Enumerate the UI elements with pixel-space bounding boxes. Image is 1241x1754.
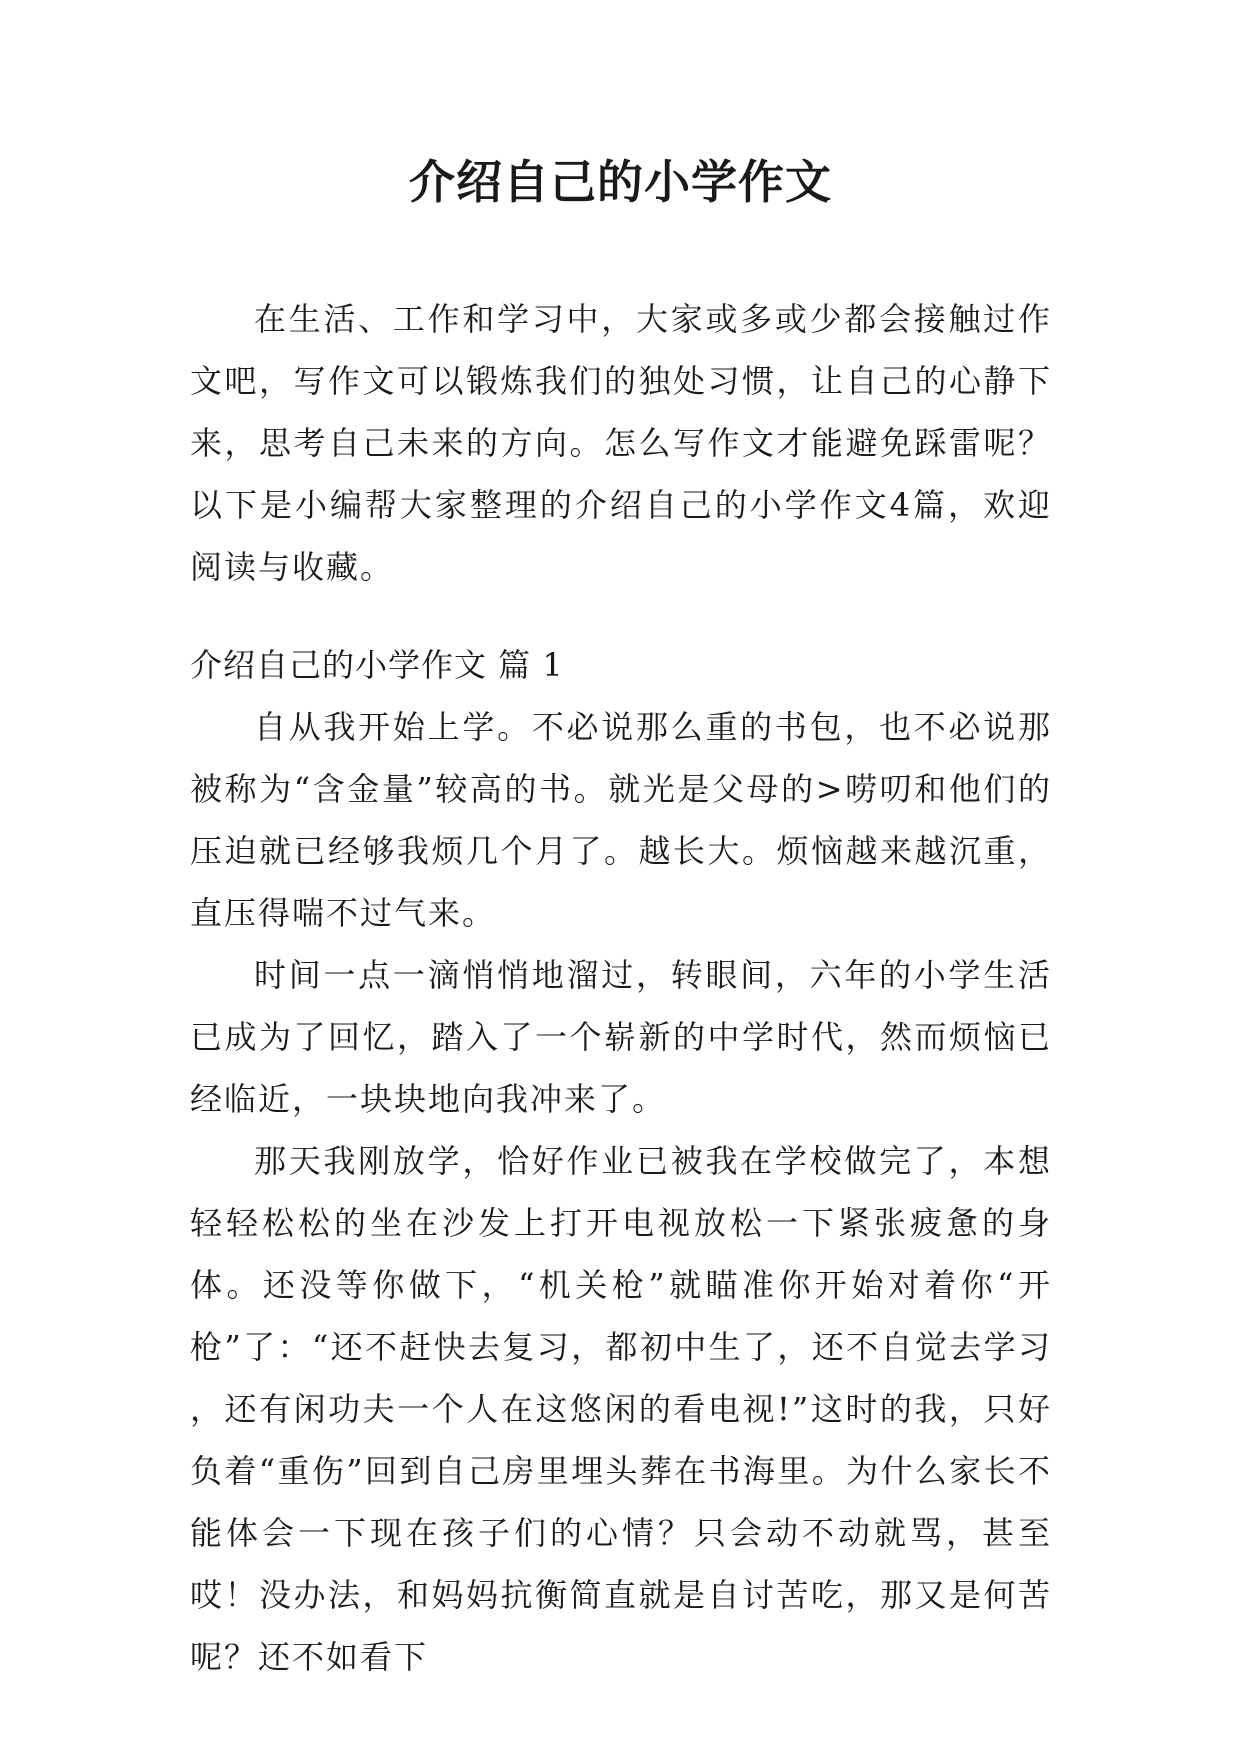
section-paragraph-1: 自从我开始上学。不必说那么重的书包，也不必说那被称为“含金量”较高的书。就光是父母的>唠叨和他们的压迫就已经够我烦几个月了。越长大。烦恼越来越沉重，直压得喘不过气来。	[190, 708, 1052, 932]
section-1	[190, 634, 1052, 1688]
intro-paragraph: 在生活、工作和学习中，大家或多或少都会接触过作文吧，写作文可以锻炼我们的独处习惯，让自己的心静下来，思考自己未来的方向。怎么写作文才能避免踩雷呢？以下是小编帮大家整理的介绍自己的小学作文4篇，欢迎阅读与收藏。	[190, 300, 1052, 586]
document-title: 介绍自己的小学作文	[409, 155, 832, 209]
intro-block	[190, 288, 1052, 598]
section-paragraph-3: 那天我刚放学，恰好作业已被我在学校做完了，本想轻轻松松的坐在沙发上打开电视放松一下紧张疲惫的身体。还没等你做下，“机关枪”就瞄准你开始对着你“开枪”了：“还不赶快去复习，都初中生了，还不自觉去学习 ，还有闲功夫一个人在这悠闲的看电视!”这时的我，只好负着“重伤”回到自己房里埋头葬在书海里。为什么家长不能体会一下现在孩子们的心情？只会动不动就骂，甚至哎！没办法，和妈妈抗衡简直就是自讨苦吃，那又是何苦呢？还不如看下	[190, 1142, 1052, 1676]
section-heading: 介绍自己的小学作文 篇 1	[190, 646, 564, 684]
section-paragraph-2: 时间一点一滴悄悄地溜过，转眼间，六年的小学生活已成为了回忆，踏入了一个崭新的中学时代，然而烦恼已经临近，一块块地向我冲来了。	[190, 956, 1052, 1118]
